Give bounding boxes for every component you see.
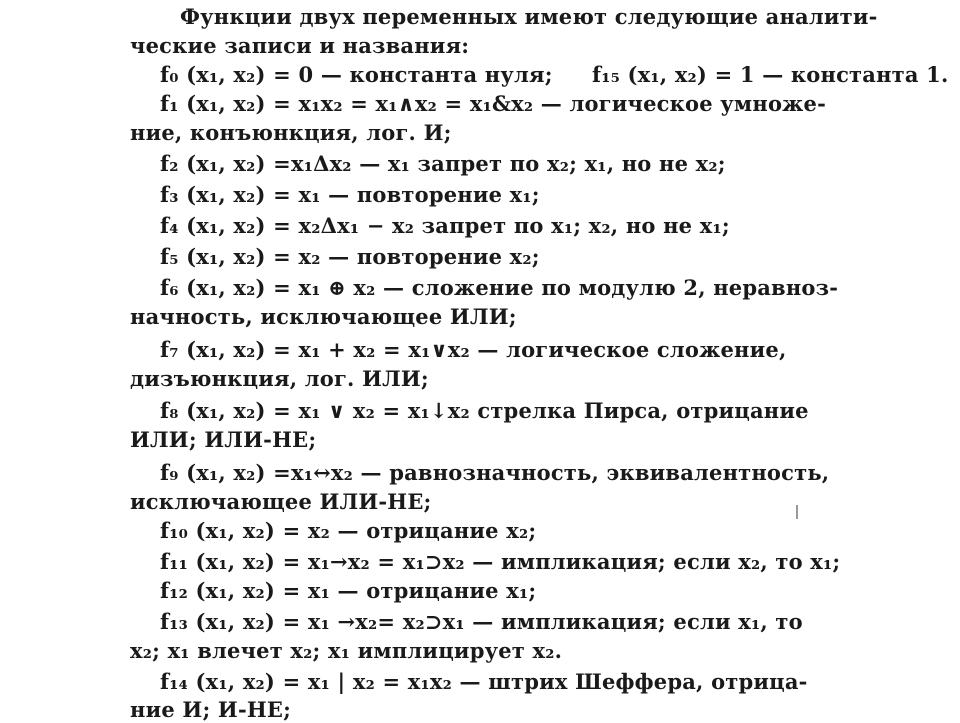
text-line-2: ческие записи и названия: xyxy=(130,33,470,58)
text-line-25: ние И; И-НЕ; xyxy=(130,697,292,722)
text-line-11: f₆ (x₁, x₂) = x₁ ⊕ x₂ — сложение по модулю 2, неравноз- xyxy=(160,275,839,300)
text-line-1: Функции двух переменных имеют следующие аналити- xyxy=(180,4,878,29)
text-line-15: f₈ (x₁, x₂) = x₁ ∨ x₂ = x₁↓x₂ стрелка Пирса, отрицание xyxy=(160,398,809,423)
text-line-22: f₁₃ (x₁, x₂) = x₁ →x₂= x₂⊃x₁ — импликация; если x₁, то xyxy=(160,609,803,634)
text-line-13: f₇ (x₁, x₂) = x₁ + x₂ = x₁∨x₂ — логическое сложение, xyxy=(160,337,787,362)
text-line-14: дизъюнкция, лог. ИЛИ; xyxy=(130,366,429,391)
text-line-12: начность, исключающее ИЛИ; xyxy=(130,304,517,329)
text-line-19: f₁₀ (x₁, x₂) = x₂ — отрицание x₂; xyxy=(160,518,537,543)
text-line-16: ИЛИ; ИЛИ-НЕ; xyxy=(130,427,317,452)
scan-artifact-mark xyxy=(796,505,798,519)
text-line-5: f₁ (x₁, x₂) = x₁x₂ = x₁∧x₂ = x₁&x₂ — логическое умноже- xyxy=(160,91,827,116)
text-line-21: f₁₂ (x₁, x₂) = x₁ — отрицание x₁; xyxy=(160,578,537,603)
text-line-3: f₀ (x₁, x₂) = 0 — константа нуля; xyxy=(160,62,553,87)
text-line-24: f₁₄ (x₁, x₂) = x₁ | x₂ = x₁x₂ — штрих Шеффера, отрица- xyxy=(160,669,808,694)
text-line-23: x₂; x₁ влечет x₂; x₁ имплицирует x₂. xyxy=(130,638,563,663)
text-line-4: f₁₅ (x₁, x₂) = 1 — константа 1. xyxy=(592,62,949,87)
text-line-7: f₂ (x₁, x₂) =x₁Δx₂ — x₁ запрет по x₂; x₁, но не x₂; xyxy=(160,151,726,176)
text-line-17: f₉ (x₁, x₂) =x₁↔x₂ — равнозначность, эквивалентность, xyxy=(160,460,830,485)
text-line-10: f₅ (x₁, x₂) = x₂ — повторение x₂; xyxy=(160,244,540,269)
text-line-9: f₄ (x₁, x₂) = x₂Δx₁ − x₂ запрет по x₁; x₂, но не x₁; xyxy=(160,213,730,238)
text-line-6: ние, конъюнкция, лог. И; xyxy=(130,120,452,145)
text-line-20: f₁₁ (x₁, x₂) = x₁→x₂ = x₁⊃x₂ — импликация; если x₂, то x₁; xyxy=(160,549,841,574)
text-line-18: исключающее ИЛИ-НЕ; xyxy=(130,489,432,514)
text-line-8: f₃ (x₁, x₂) = x₁ — повторение x₁; xyxy=(160,182,540,207)
